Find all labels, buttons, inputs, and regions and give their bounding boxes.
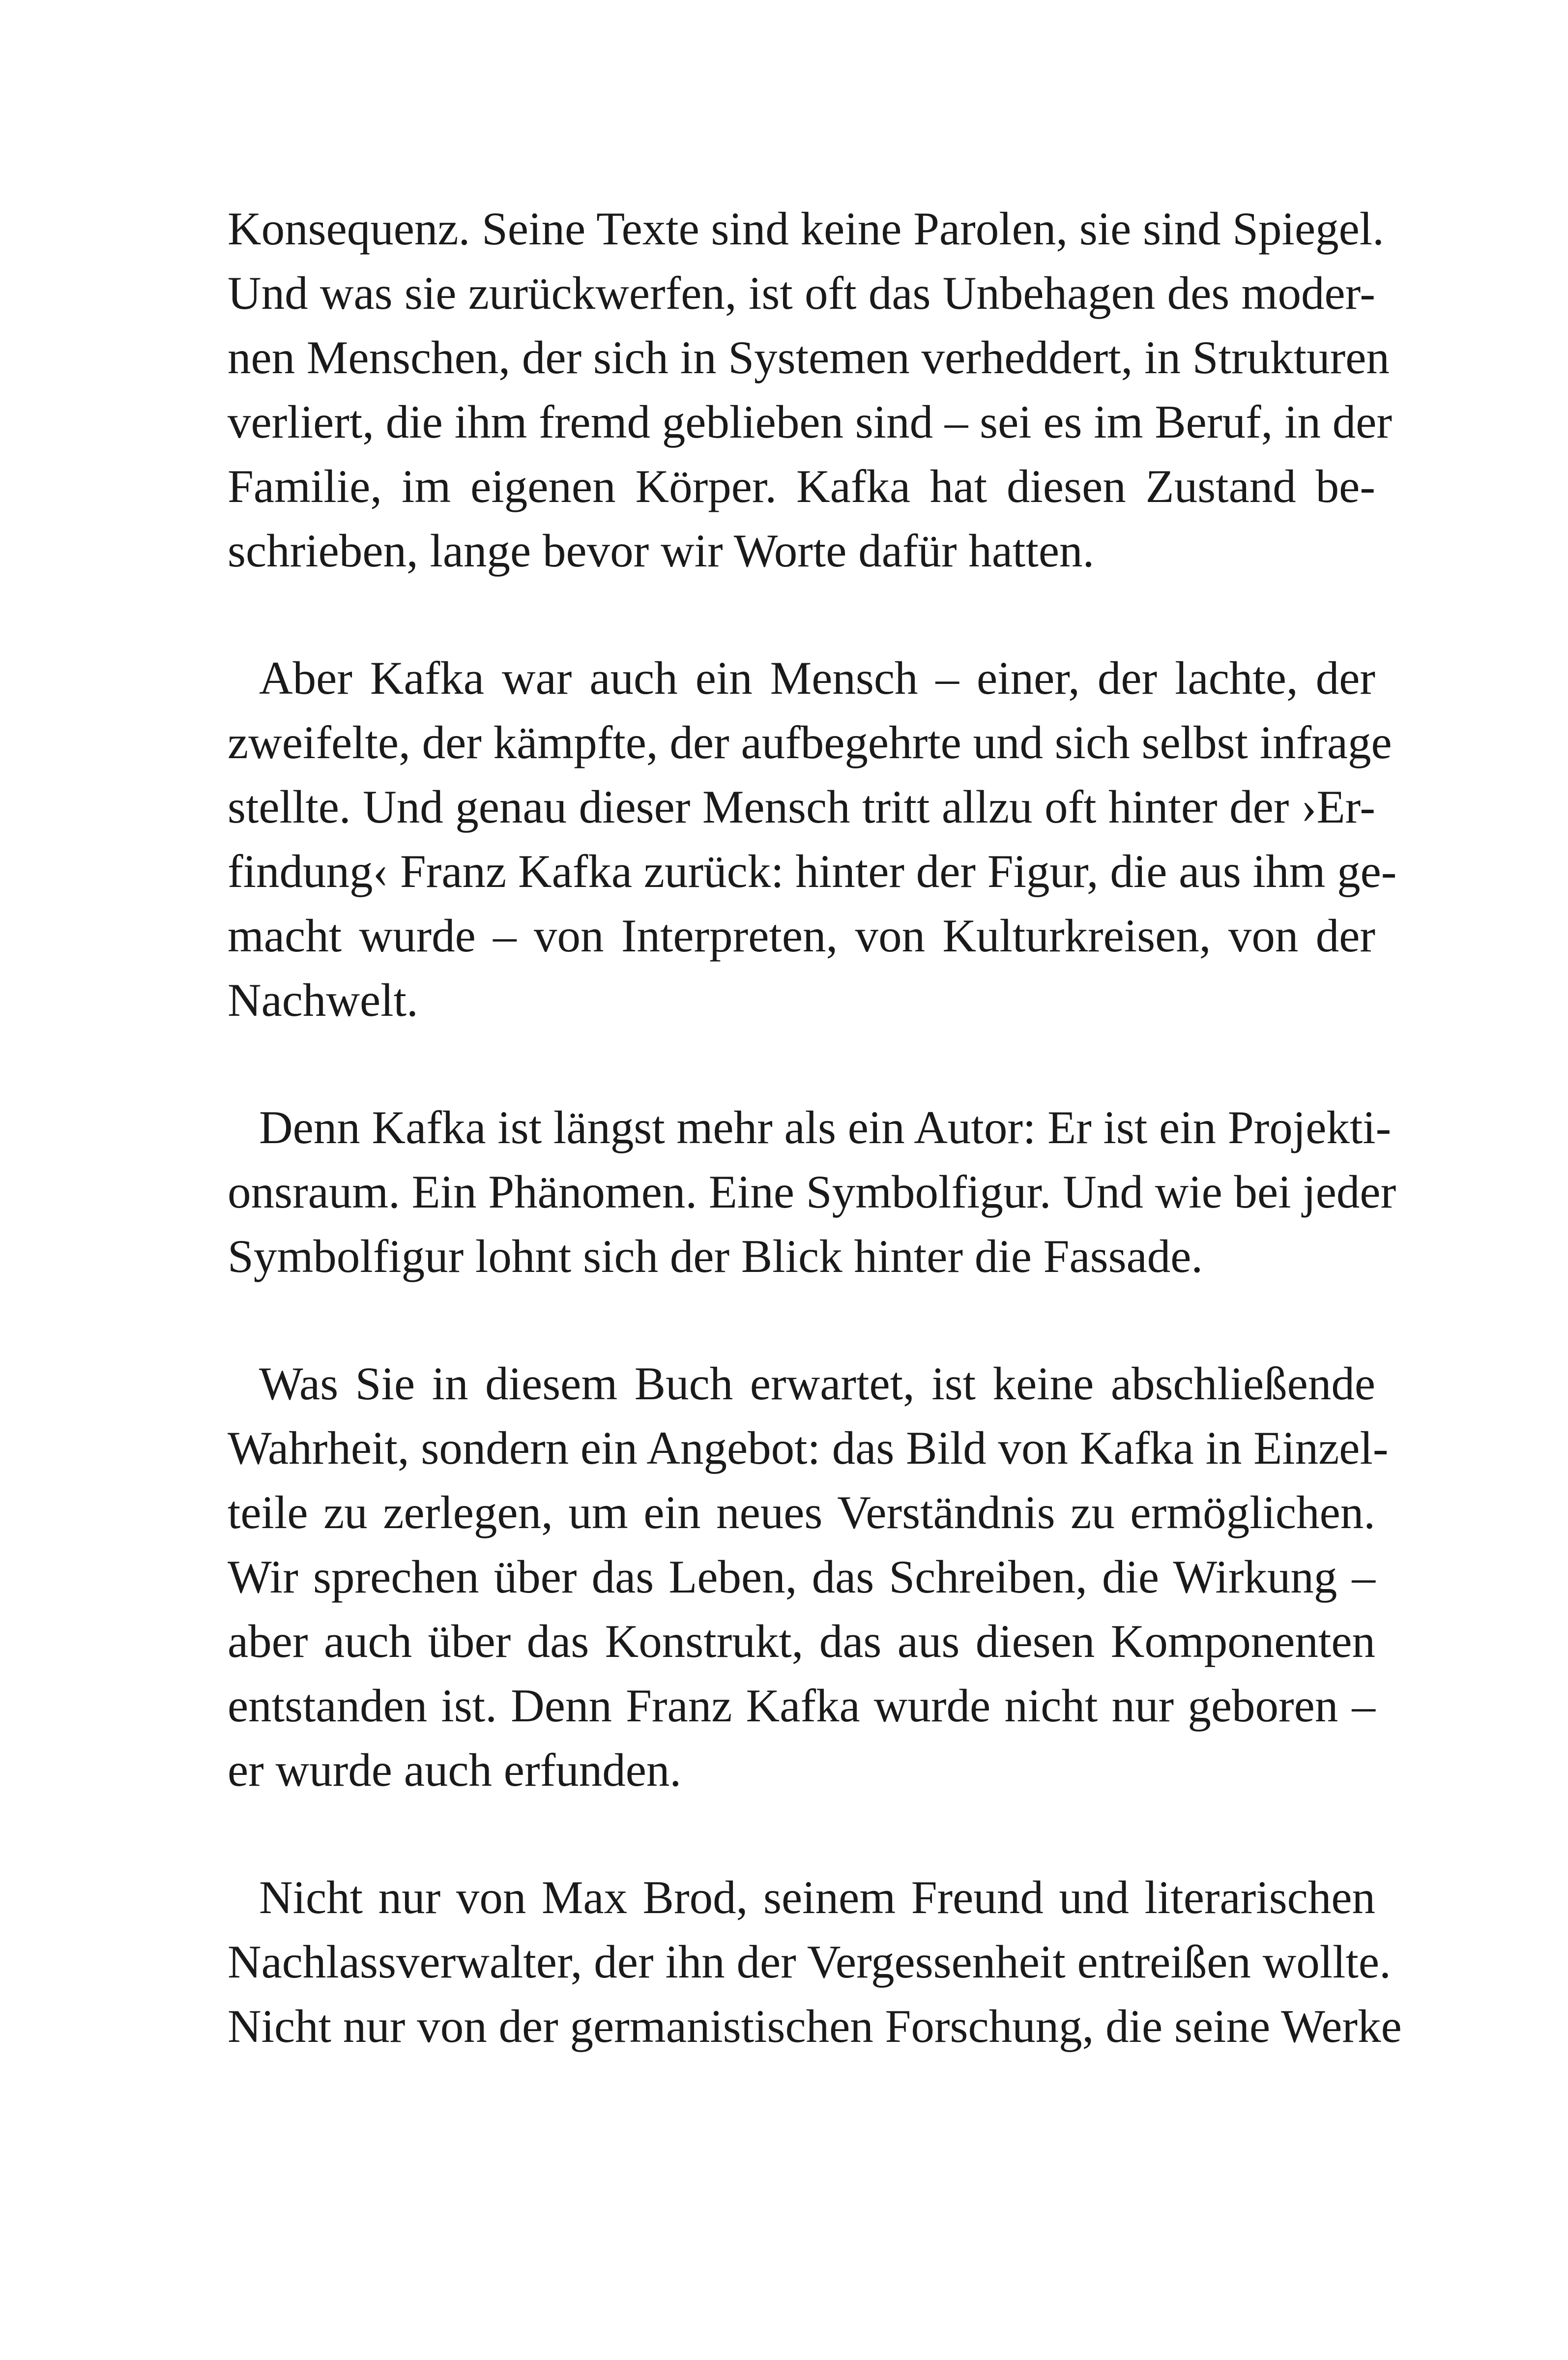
paragraph-gap [228, 1289, 1375, 1352]
text-line: Nachwelt. [228, 974, 418, 1026]
paragraph-gap [228, 583, 1375, 646]
paragraph-gap [228, 1032, 1375, 1095]
text-line: Wir sprechen über das Leben, das Schreiben, die Wirkung – [228, 1551, 1375, 1603]
text-line: nen Menschen, der sich in Systemen verheddert, in Strukturen [228, 331, 1390, 384]
text-line: er wurde auch erfunden. [228, 1744, 682, 1796]
paragraph [228, 1865, 1402, 2059]
paragraph [228, 197, 1393, 583]
text-line: onsraum. Ein Phänomen. Eine Symbolfigur. Und wie bei jeder [228, 1166, 1396, 1218]
body-text [228, 197, 1402, 2059]
paragraph-gap [228, 1802, 1375, 1865]
text-line: Nicht nur von der germanistischen Forschung, die seine Werke [228, 2000, 1402, 2052]
text-line: Denn Kafka ist längst mehr als ein Autor: Er ist ein Projekti- [259, 1101, 1392, 1153]
text-line: Symbolfigur lohnt sich der Blick hinter die Fassade. [228, 1230, 1203, 1282]
text-line: zweifelte, der kämpfte, der aufbegehrte und sich selbst infrage [228, 716, 1392, 768]
text-line: Aber Kafka war auch ein Mensch – einer, der lachte, der [259, 652, 1375, 704]
text-line: Nicht nur von Max Brod, seinem Freund und literarischen [259, 1871, 1375, 1923]
text-line: Familie, im eigenen Körper. Kafka hat diesen Zustand be- [228, 460, 1375, 512]
text-line: stellte. Und genau dieser Mensch tritt allzu oft hinter der ›Er- [228, 781, 1375, 833]
text-line: Was Sie in diesem Buch erwartet, ist keine abschließende [259, 1357, 1375, 1410]
text-line: Nachlassverwalter, der ihn der Vergessenheit entreißen wollte. [228, 1936, 1391, 1988]
text-line: entstanden ist. Denn Franz Kafka wurde nicht nur geboren – [228, 1680, 1375, 1732]
text-line: Konsequenz. Seine Texte sind keine Parolen, sie sind Spiegel. [228, 203, 1384, 255]
text-line: teile zu zerlegen, um ein neues Verständnis zu ermöglichen. [228, 1486, 1375, 1538]
text-line: verliert, die ihm fremd geblieben sind – sei es im Beruf, in der [228, 396, 1393, 448]
text-line: Wahrheit, sondern ein Angebot: das Bild von Kafka in Einzel- [228, 1422, 1389, 1474]
paragraph [228, 1095, 1396, 1289]
paragraph [228, 1352, 1389, 1802]
text-line: macht wurde – von Interpreten, von Kulturkreisen, von der [228, 910, 1375, 962]
text-line: findung‹ Franz Kafka zurück: hinter der Figur, die aus ihm ge- [228, 845, 1397, 897]
text-line: aber auch über das Konstrukt, das aus diesen Komponenten [228, 1615, 1375, 1667]
paragraph [228, 646, 1397, 1032]
text-line: Und was sie zurückwerfen, ist oft das Unbehagen des moder- [228, 267, 1375, 319]
text-line: schrieben, lange bevor wir Worte dafür hatten. [228, 525, 1095, 577]
